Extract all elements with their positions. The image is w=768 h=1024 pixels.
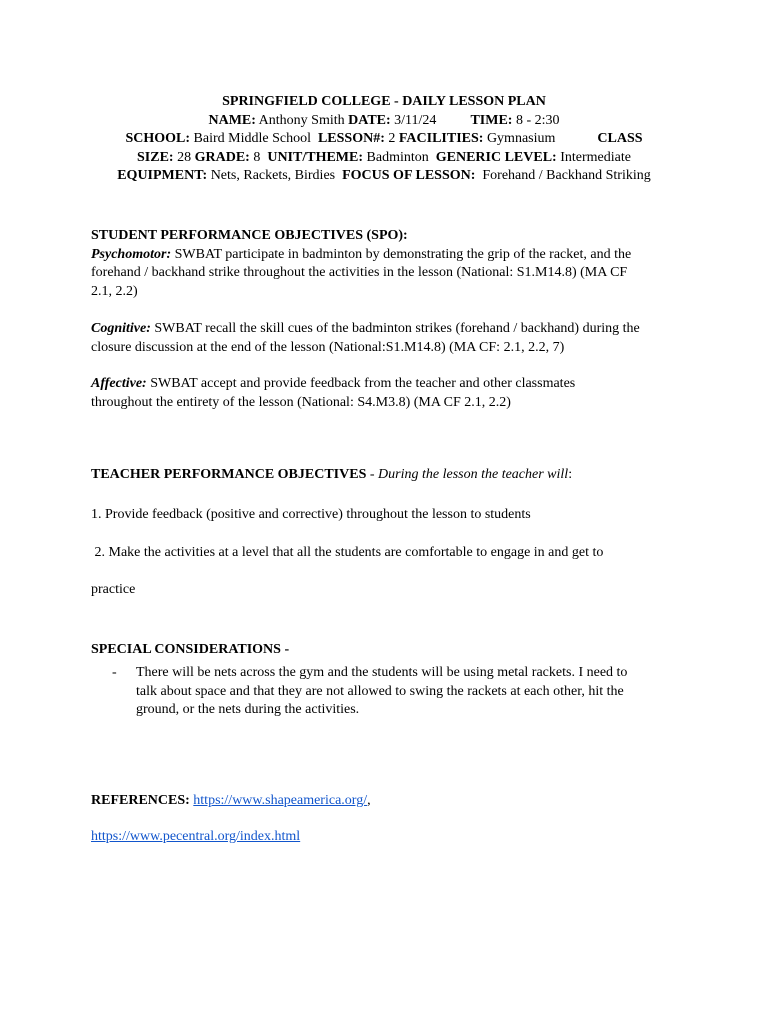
tpo-item-2-continued: practice [91, 582, 136, 597]
unit-label: UNIT/THEME: [267, 149, 364, 165]
special-considerations-heading [91, 641, 691, 660]
psychomotor-label: Psychomotor: [91, 246, 172, 262]
affective-label: Affective: [91, 376, 147, 391]
header-line-5 [60, 167, 708, 186]
grade-label: GRADE: [194, 149, 250, 165]
document-header [60, 93, 708, 186]
focus-label: FOCUS OF LESSON: [342, 168, 476, 183]
lesson-value: 2 [388, 131, 396, 146]
level-value: Intermediate [560, 149, 631, 165]
psychomotor-text-2: forehand / backhand strike throughout the activities in the lesson (National: S1.M14.8) (MA CF [91, 265, 628, 280]
header-line-2 [60, 112, 708, 131]
tpo-heading: TEACHER PERFORMANCE OBJECTIVES [91, 467, 367, 482]
equipment-label: EQUIPMENT: [117, 168, 208, 183]
affective-objective [91, 375, 691, 412]
time-label: TIME: [470, 112, 513, 128]
references-line-2 [91, 828, 691, 847]
psychomotor-text-3: 2.1, 2.2) [91, 283, 138, 299]
date-label: DATE: [348, 112, 391, 128]
reference-separator: , [367, 793, 371, 808]
facilities-label: FACILITIES: [398, 131, 484, 146]
bullet-text-3: ground, or the nets during the activities. [136, 702, 360, 717]
special-heading-text: SPECIAL CONSIDERATIONS - [91, 642, 290, 657]
school-value: Baird Middle School [193, 131, 311, 146]
references-line [91, 792, 691, 811]
bullet-dash: - [112, 665, 117, 680]
tpo-item-1: 1. Provide feedback (positive and corrective) throughout the lesson to students [91, 507, 531, 522]
header-line-3 [60, 130, 708, 149]
bullet-text-1: There will be nets across the gym and the students will be using metal rackets. I need to [136, 665, 628, 680]
name-value: Anthony Smith [258, 112, 345, 128]
header-line-4 [60, 149, 708, 168]
spo-section [91, 227, 691, 301]
school-label: SCHOOL: [125, 131, 191, 146]
class-label-part1: CLASS [597, 131, 643, 146]
tpo-heading-italic: During the lesson the teacher will [378, 467, 569, 482]
spo-heading: STUDENT PERFORMANCE OBJECTIVES (SPO): [91, 228, 408, 243]
date-value: 3/11/24 [394, 112, 437, 128]
time-value: 8 - 2:30 [515, 112, 560, 128]
level-label: GENERIC LEVEL: [435, 149, 557, 165]
lesson-label: LESSON#: [317, 131, 385, 146]
tpo-heading-dash: - [366, 467, 379, 482]
tpo-item-2: 2. Make the activities at a level that all the students are comfortable to engage in and get to [91, 545, 604, 560]
cognitive-label: Cognitive: [91, 321, 151, 336]
equipment-value: Nets, Rackets, Birdies [210, 168, 336, 183]
unit-value: Badminton [366, 149, 429, 165]
cognitive-objective [91, 320, 691, 357]
document-title: SPRINGFIELD COLLEGE - DAILY LESSON PLAN [222, 94, 546, 109]
references-label: REFERENCES: [91, 793, 190, 808]
cognitive-text-1: SWBAT recall the skill cues of the badminton strikes (forehand / backhand) during the [150, 321, 640, 336]
facilities-value: Gymnasium [486, 131, 556, 146]
psychomotor-text-1: SWBAT participate in badminton by demonstrating the grip of the racket, and the [171, 246, 632, 262]
grade-value: 8 [253, 149, 261, 165]
class-label-part2: SIZE: [137, 149, 174, 165]
bullet-text-2: talk about space and that they are not allowed to swing the rackets at each other, hit the [136, 683, 624, 699]
tpo-heading-line [91, 466, 691, 485]
name-label: NAME: [208, 112, 256, 128]
psychomotor-objective [91, 246, 691, 302]
focus-value: Forehand / Backhand Striking [482, 168, 651, 183]
tpo-heading-colon: : [568, 467, 573, 482]
affective-text-2: throughout the entirety of the lesson (National: S4.M3.8) (MA CF 2.1, 2.2) [91, 394, 511, 410]
reference-link-shapeamerica[interactable]: https://www.shapeamerica.org/ [193, 793, 368, 808]
reference-link-pecentral[interactable]: https://www.pecentral.org/index.html [91, 829, 301, 844]
cognitive-text-2: closure discussion at the end of the lesson (National:S1.M14.8) (MA CF: 2.1, 2.2, 7) [91, 339, 565, 355]
class-size-value: 28 [177, 149, 192, 165]
affective-text-1: SWBAT accept and provide feedback from the teacher and other classmates [146, 376, 576, 391]
bullet-text [136, 664, 672, 720]
